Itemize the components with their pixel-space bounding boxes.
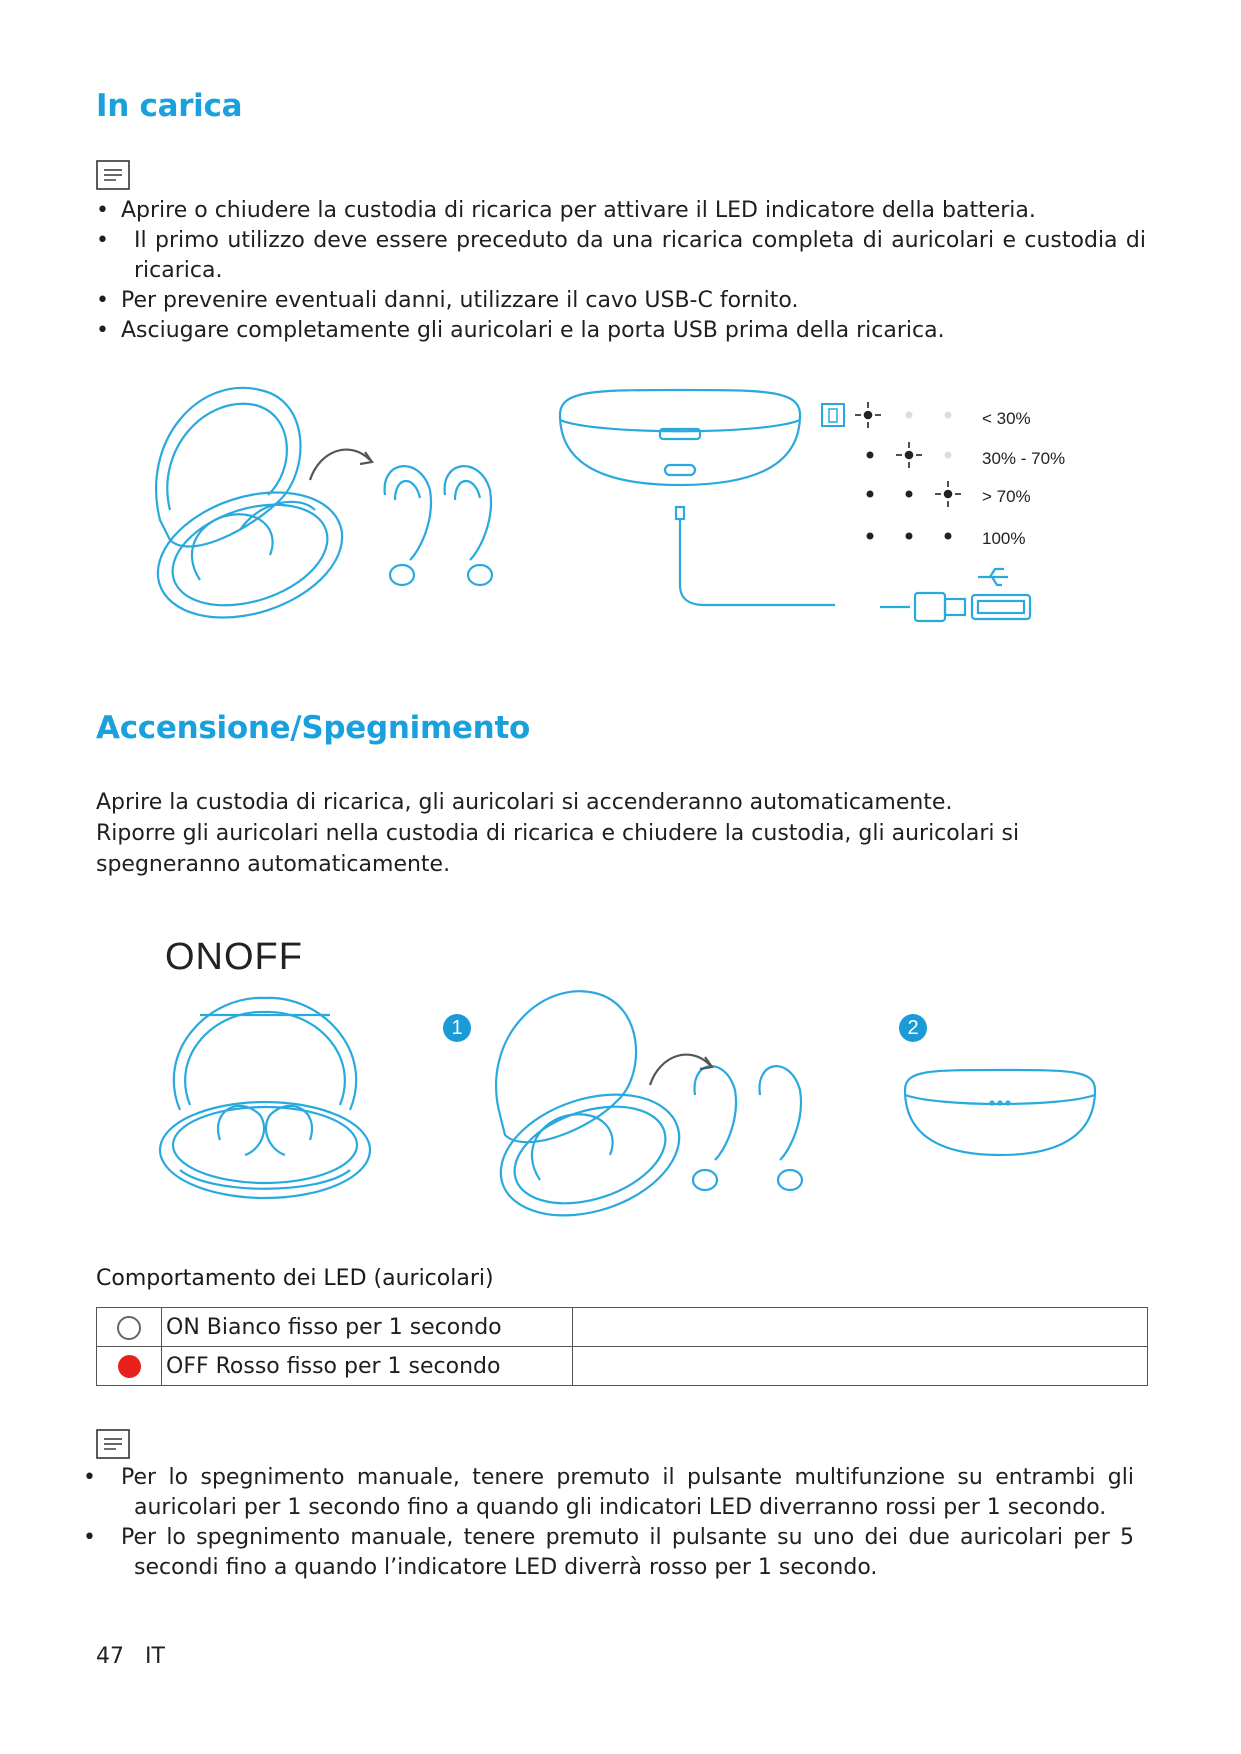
case-cable-illustration	[555, 385, 835, 635]
led-indicator-cell	[97, 1308, 162, 1347]
led-indicator-cell	[97, 1347, 162, 1386]
power-notes	[96, 1463, 1134, 1583]
battery-level-icons	[820, 400, 970, 550]
charging-case-illustration	[140, 380, 520, 640]
section-title-charging: In carica	[96, 88, 243, 124]
page-footer	[96, 1644, 165, 1669]
note-icon	[96, 1429, 130, 1459]
level-label: 30% - 70%	[982, 449, 1066, 468]
list-item: • Per prevenire eventuali danni, utilizzare il cavo USB-C fornito.	[96, 286, 1146, 316]
power-paragraph	[96, 787, 1156, 880]
paragraph-line: Aprire la custodia di ricarica, gli auricolari si accenderanno automaticamente.	[96, 790, 953, 815]
charging-bullets	[96, 196, 1146, 346]
language-code: IT	[145, 1644, 165, 1669]
table-row	[97, 1347, 1148, 1386]
list-item: • Per lo spegnimento manuale, tenere premuto il pulsante su uno dei due auricolari per 5 secondi fino a quando l’indicatore LED diverrà rosso per 1 secondo.	[96, 1523, 1134, 1583]
led-table	[96, 1307, 1148, 1386]
list-item: • Per lo spegnimento manuale, tenere premuto il pulsante multifunzione su entrambi gli auricolari per 1 secondo fino a quando gli indicatori LED diverranno rossi per 1 secondo.	[96, 1463, 1134, 1523]
step-badge: 2	[899, 1014, 927, 1042]
empty-cell	[573, 1308, 1148, 1347]
led-text-cell: ON Bianco fisso per 1 secondo	[162, 1308, 573, 1347]
white-led-icon	[117, 1316, 141, 1340]
paragraph-line: Riporre gli auricolari nella custodia di ricarica e chiudere la custodia, gli auricolari si	[96, 821, 1020, 846]
open-case-illustration	[150, 990, 380, 1215]
level-label: > 70%	[982, 487, 1031, 506]
level-label: < 30%	[982, 409, 1031, 428]
page-number: 47	[96, 1644, 124, 1669]
step-badge: 1	[443, 1014, 471, 1042]
list-item: • Aprire o chiudere la custodia di ricarica per attivare il LED indicatore della batteria.	[96, 196, 1146, 226]
paragraph-line: spegneranno automaticamente.	[96, 852, 451, 877]
red-led-icon	[118, 1355, 141, 1378]
empty-cell	[573, 1347, 1148, 1386]
level-label: 100%	[982, 529, 1026, 548]
led-text-cell: OFF Rosso fisso per 1 secondo	[162, 1347, 573, 1386]
placing-earbuds-illustration	[480, 985, 840, 1225]
table-row	[97, 1308, 1148, 1347]
section-title-power: Accensione/Spegnimento	[96, 710, 530, 746]
usb-plug-icon	[880, 565, 1040, 625]
list-item: • Il primo utilizzo deve essere preceduto da una ricarica completa di auricolari e custodia di ricarica.	[96, 226, 1146, 286]
onoff-label: ONOFF	[165, 936, 303, 978]
led-section-title: Comportamento dei LED (auricolari)	[96, 1266, 494, 1291]
closed-case-illustration	[900, 1065, 1100, 1165]
list-item: • Asciugare completamente gli auricolari e la porta USB prima della ricarica.	[96, 316, 1146, 346]
note-icon	[96, 160, 130, 190]
